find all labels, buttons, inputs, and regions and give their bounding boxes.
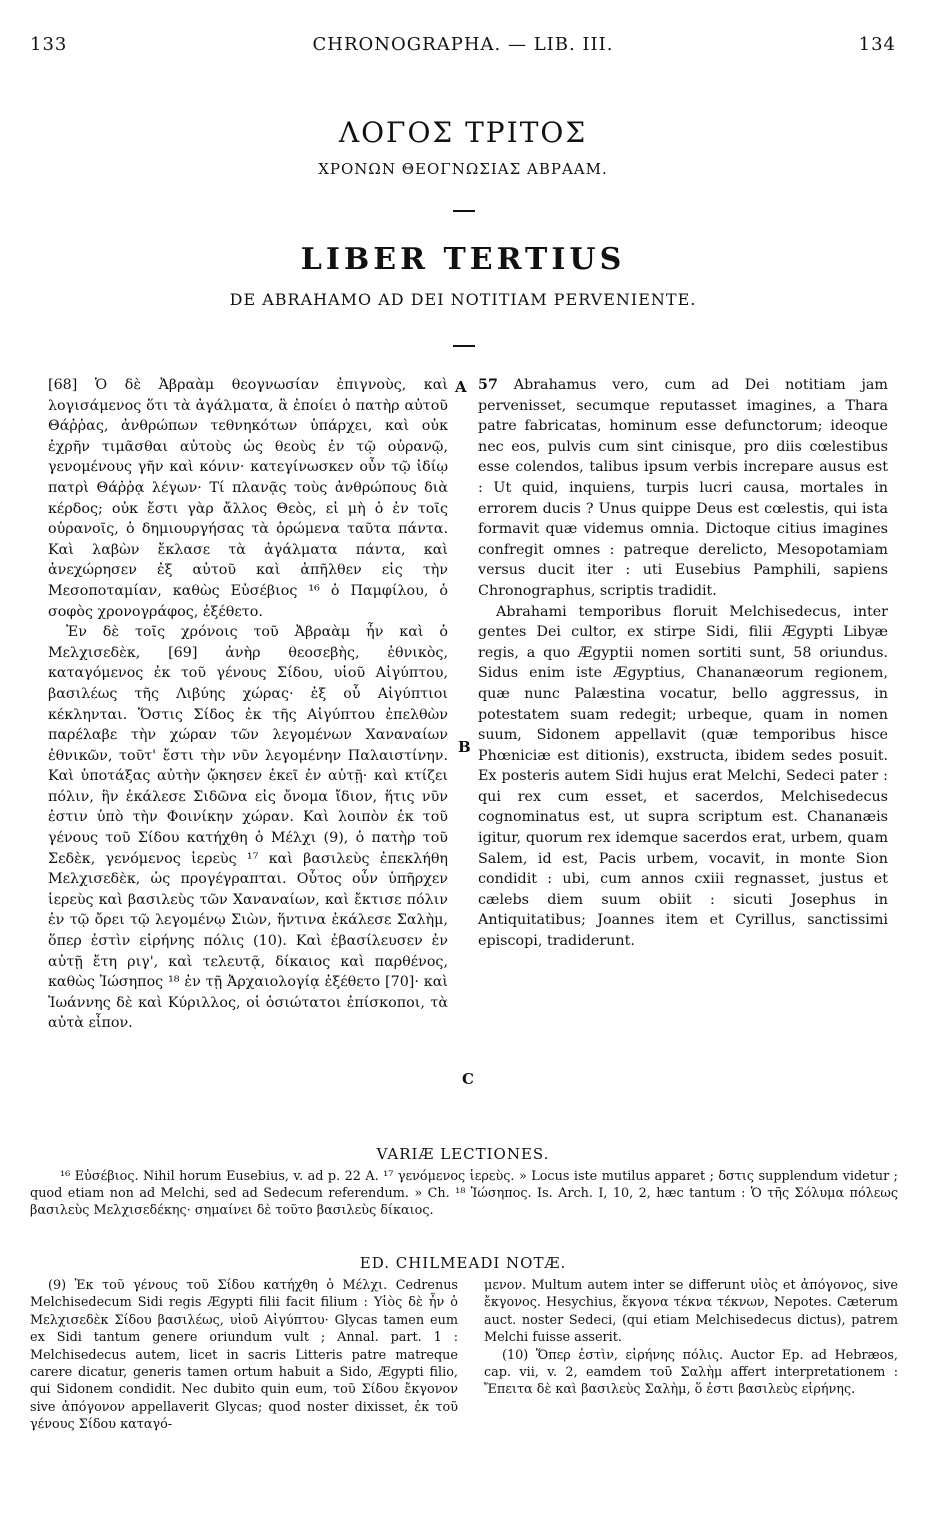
latin-subtitle: DE ABRAHAMO AD DEI NOTITIAM PERVENIENTE. — [229, 290, 697, 309]
title-divider — [453, 210, 475, 212]
subtitle-divider — [453, 345, 475, 347]
page-marker-57: 57 — [478, 377, 498, 393]
margin-letter-b: B — [458, 738, 471, 756]
ed-notes-left-column — [30, 1277, 458, 1434]
greek-column — [48, 375, 448, 1034]
variae-lectiones-title: VARIÆ LECTIONES. — [376, 1145, 550, 1163]
margin-letter-a: A — [455, 378, 467, 396]
running-title: CHRONOGRAPHA. — LIB. III. — [312, 34, 614, 55]
latin-column — [478, 375, 888, 952]
greek-paragraph: Ἐν δὲ τοῖς χρόνοις τοῦ Ἀβραὰμ ἦν καὶ ὁ Μελχισεδὲκ, [69] ἀνὴρ θεοσεβὴς, ἐθνικὸς, καταγόμενος ἐκ τοῦ γένους Σίδου, υἱοῦ Αἰγύπτου, βασιλέως τῆς Λιβύης χώρας· ἐξ οὗ Αἰγύπτιοι κέκληνται. Ὅστις Σίδος ἐκ τῆς Αἰγύπτου ἐπελθὼν παρέλαβε τὴν χώραν τῶν λεγομένων Χαναναίων ἐθνικῶν, τοῦτ' ἔστι τὴν νῦν λεγομένην Παλαιστίνην. Καὶ ὑποτάξας αὐτὴν ᾤκησεν ἐκεῖ ἐν αὐτῇ· καὶ κτίζει πόλιν, ἣν ἐκάλεσε Σιδῶνα εἰς ὄνομα ἴδιον, ἥτις νῦν ἐστιν ὑπὸ τὴν Φοινίκην χώραν. Καὶ λοιπὸν ἐκ τοῦ γένους τοῦ Σίδου κατήχθη ὁ Μέλχι (9), ὁ πατὴρ τοῦ Σεδὲκ, γενόμενος ἱερεὺς ¹⁷ καὶ βασιλεὺς ἐπεκλήθη Μελχισεδὲκ, ὡς προγέγραπται. Οὗτος οὖν ὑπῆρχεν ἱερεὺς καὶ βασιλεὺς τῶν Χαναναίων, καὶ ἔκτισε πόλιν ἐν τῷ ὄρει τῷ λεγομένῳ Σιὼν, ἥντινα ἐκάλεσε Σαλὴμ, ὅπερ ἐστὶν εἰρήνης πόλις (10). Καὶ ἐβασίλευσεν ἐν αὐτῇ ἔτη ριγ', καὶ τελευτᾷ, δίκαιος καὶ παρθένος, καθὼς Ἰώσηπος ¹⁸ ἐν τῇ Ἀρχαιολογίᾳ ἐξέθετο [70]· καὶ Ἰωάννης δὲ καὶ Κύριλλος, οἱ ὁσιώτατοι ἐπίσκοποι, τὰ αὐτὰ εἶπον. — [48, 624, 448, 1032]
latin-paragraph: Abrahami temporibus floruit Melchisedecus, inter gentes Dei cultor, ex stirpe Sidi, filii Ægypti Libyæ regis, a quo Ægyptii nomen sortiti sunt, 58 oriundus. Sidus enim iste Ægyptius, Chananæorum regionem, quæ nunc Palæstina vocatur, bello aggressus, in potestatem suam redegit; urbeque, quam in nomen suum, Sidonem appellavit (quæ temporibus hisce Phœniciæ est ditionis), exstructa, ibidem sedes posuit. Ex posteris autem Sidi hujus erat Melchi, Sedeci pater : qui rex cum esset, et sacerdos, Melchisedecus cognominatus est, ut supra scriptum est. Chananæis igitur, quorum rex idemque sacerdos erat, urbem, quam Salem, id est, Pacis urbem, vocavit, in monte Sion condidit : ubi, cum annos cxiii regnasset, justus et cælebs diem suum obiit : sicuti Josephus in Antiquitatibus; Joannes item et Cyrillus, sanctissimi episcopi, tradiderunt. — [478, 603, 888, 950]
variae-lectiones-body — [30, 1168, 898, 1219]
page-number-left: 133 — [30, 34, 68, 55]
greek-paragraph: [68] Ὁ δὲ Ἀβραὰμ θεογνωσίαν ἐπιγνοὺς, καὶ λογισάμενος ὅτι τὰ ἀγάλματα, ἃ ἐποίει ὁ πατὴρ αὐτοῦ Θάῤῥας, ἀνθρώπων τεθνηκότων ὑπάρχει, καὶ οὐκ ἐχρῆν τιμᾶσθαι αὐτοὺς ὡς θεοὺς ἐν τῷ οὐρανῷ, γενομένους γῆν καὶ κόνιν· κατεγίνωσκεν οὖν τῷ ἰδίῳ πατρὶ Θάῤῥᾳ λέγων· Τί πλανᾷς τοὺς ἀνθρώπους διὰ κέρδος; οὐκ ἔστι γὰρ ἄλλος Θεὸς, εἰ μὴ ὁ ἐν τοῖς οὐρανοῖς, ὁ δημιουργήσας τὰ ὁρώμενα ταῦτα πάντα. Καὶ λαβὼν ἔκλασε τὰ ἀγάλματα πάντα, καὶ ἀνεχώρησεν ἐξ αὐτοῦ καὶ ἀπῆλθεν εἰς τὴν Μεσοποταμίαν, καθὼς Εὐσέβιος ¹⁶ ὁ Παμφίλου, ὁ σοφὸς χρονογράφος, ἐξέθετο. — [48, 377, 448, 620]
page-number-right: 134 — [858, 34, 896, 55]
latin-paragraph — [478, 375, 888, 602]
ed-note-10: (10) Ὅπερ ἐστὶν, εἰρήνης πόλις. Auctor Ep. ad Hebræos, cap. vii, v. 2, eamdem τοῦ Σαλὴμ affert interpretationem : Ἔπειτα δὲ καὶ βασιλεὺς Σαλὴμ, ὅ ἐστι βασιλεὺς εἰρήνης. — [484, 1347, 898, 1398]
variae-lectiones-text: ¹⁶ Εὐσέβιος. Nihil horum Eusebius, v. ad p. 22 A. ¹⁷ γενόμενος ἱερεὺς. » Locus iste mutilus apparet ; δστις supplendum videtur ; quod etiam non ad Melchi, sed ad Sedecum referendum. » Ch. ¹⁸ Ἰώσηπος. Is. Arch. I, 10, 2, hæc tantum : Ὁ τῆς Σόλυμα πόλεως βασιλεὺς Μελχισεδέκης· σημαίνει δὲ τοῦτο βασιλεὺς δίκαιος. — [30, 1169, 898, 1218]
running-header — [30, 34, 896, 58]
greek-subtitle: ΧΡΟΝΩΝ ΘΕΟΓΝΩΣΙΑΣ ΑΒΡΑΑΜ. — [318, 160, 608, 178]
ed-note-9-continued: μενον. Multum autem inter se differunt υἱὸς et ἀπόγονος, sive ἔκγονος. Hesychius, ἔκγονα τέκνα τέκνων, Nepotes. Cæterum auct. noster Sedeci, (qui etiam Melchisedecus dictus), patrem Melchi fuisse asserit. — [484, 1278, 898, 1346]
latin-title: LIBER TERTIUS — [300, 242, 626, 277]
ed-notes-right-column — [484, 1277, 898, 1399]
ed-note-9: (9) Ἐκ τοῦ γένους τοῦ Σίδου κατήχθη ὁ Μέλχι. Cedrenus Melchisedecum Sidi regis Ægypti filii facit filium : Υἱὸς δὲ ἦν ὁ Μελχισεδὲκ Σίδου βασιλέως, υἱοῦ Αἰγύπτου· Glycas tamen eum ex Sidi tantum genere oriundum vult ; Annal. part. 1 : Melchisedecus autem, licet in sacris Litteris patre matreque carere dicatur, generis tamen ortum habuit a Sido, Ægypti filio, qui Sidonem condidit. Nec dubito quin eum, τοῦ Σίδου ἔκγονον sive ἀπόγονον appellaverit Glycas; quod noster dixisset, ἐκ τοῦ γένους Σίδου καταγό- — [30, 1278, 458, 1433]
greek-title: ΛΟΓΟΣ ΤΡΙΤΟΣ — [338, 116, 588, 149]
ed-notes-title: ED. CHILMEADI NOTÆ. — [359, 1254, 567, 1272]
margin-letter-c: C — [462, 1070, 474, 1088]
latin-paragraph-text: Abrahamus vero, cum ad Dei notitiam jam pervenisset, secumque reputasset imagines, a Thara patre fabricatas, hominum esse defunctorum; ideoque nec eos, pulvis cum sint cinisque, pro diis cœlestibus esse colendos, talibus ipsum verbis increpare ausus est : Ut quid, inquiens, turpis lucri causa, mortales in errorem ducis ? Unus quippe Deus est cœlestis, qui ista formavit quæ videmus omnia. Dictoque citius imagines confregit omnes : patreque derelicto, Mesopotamiam versus ducit iter : uti Eusebius Pamphili, sapiens Chronographus, scriptis tradidit. — [478, 377, 888, 599]
